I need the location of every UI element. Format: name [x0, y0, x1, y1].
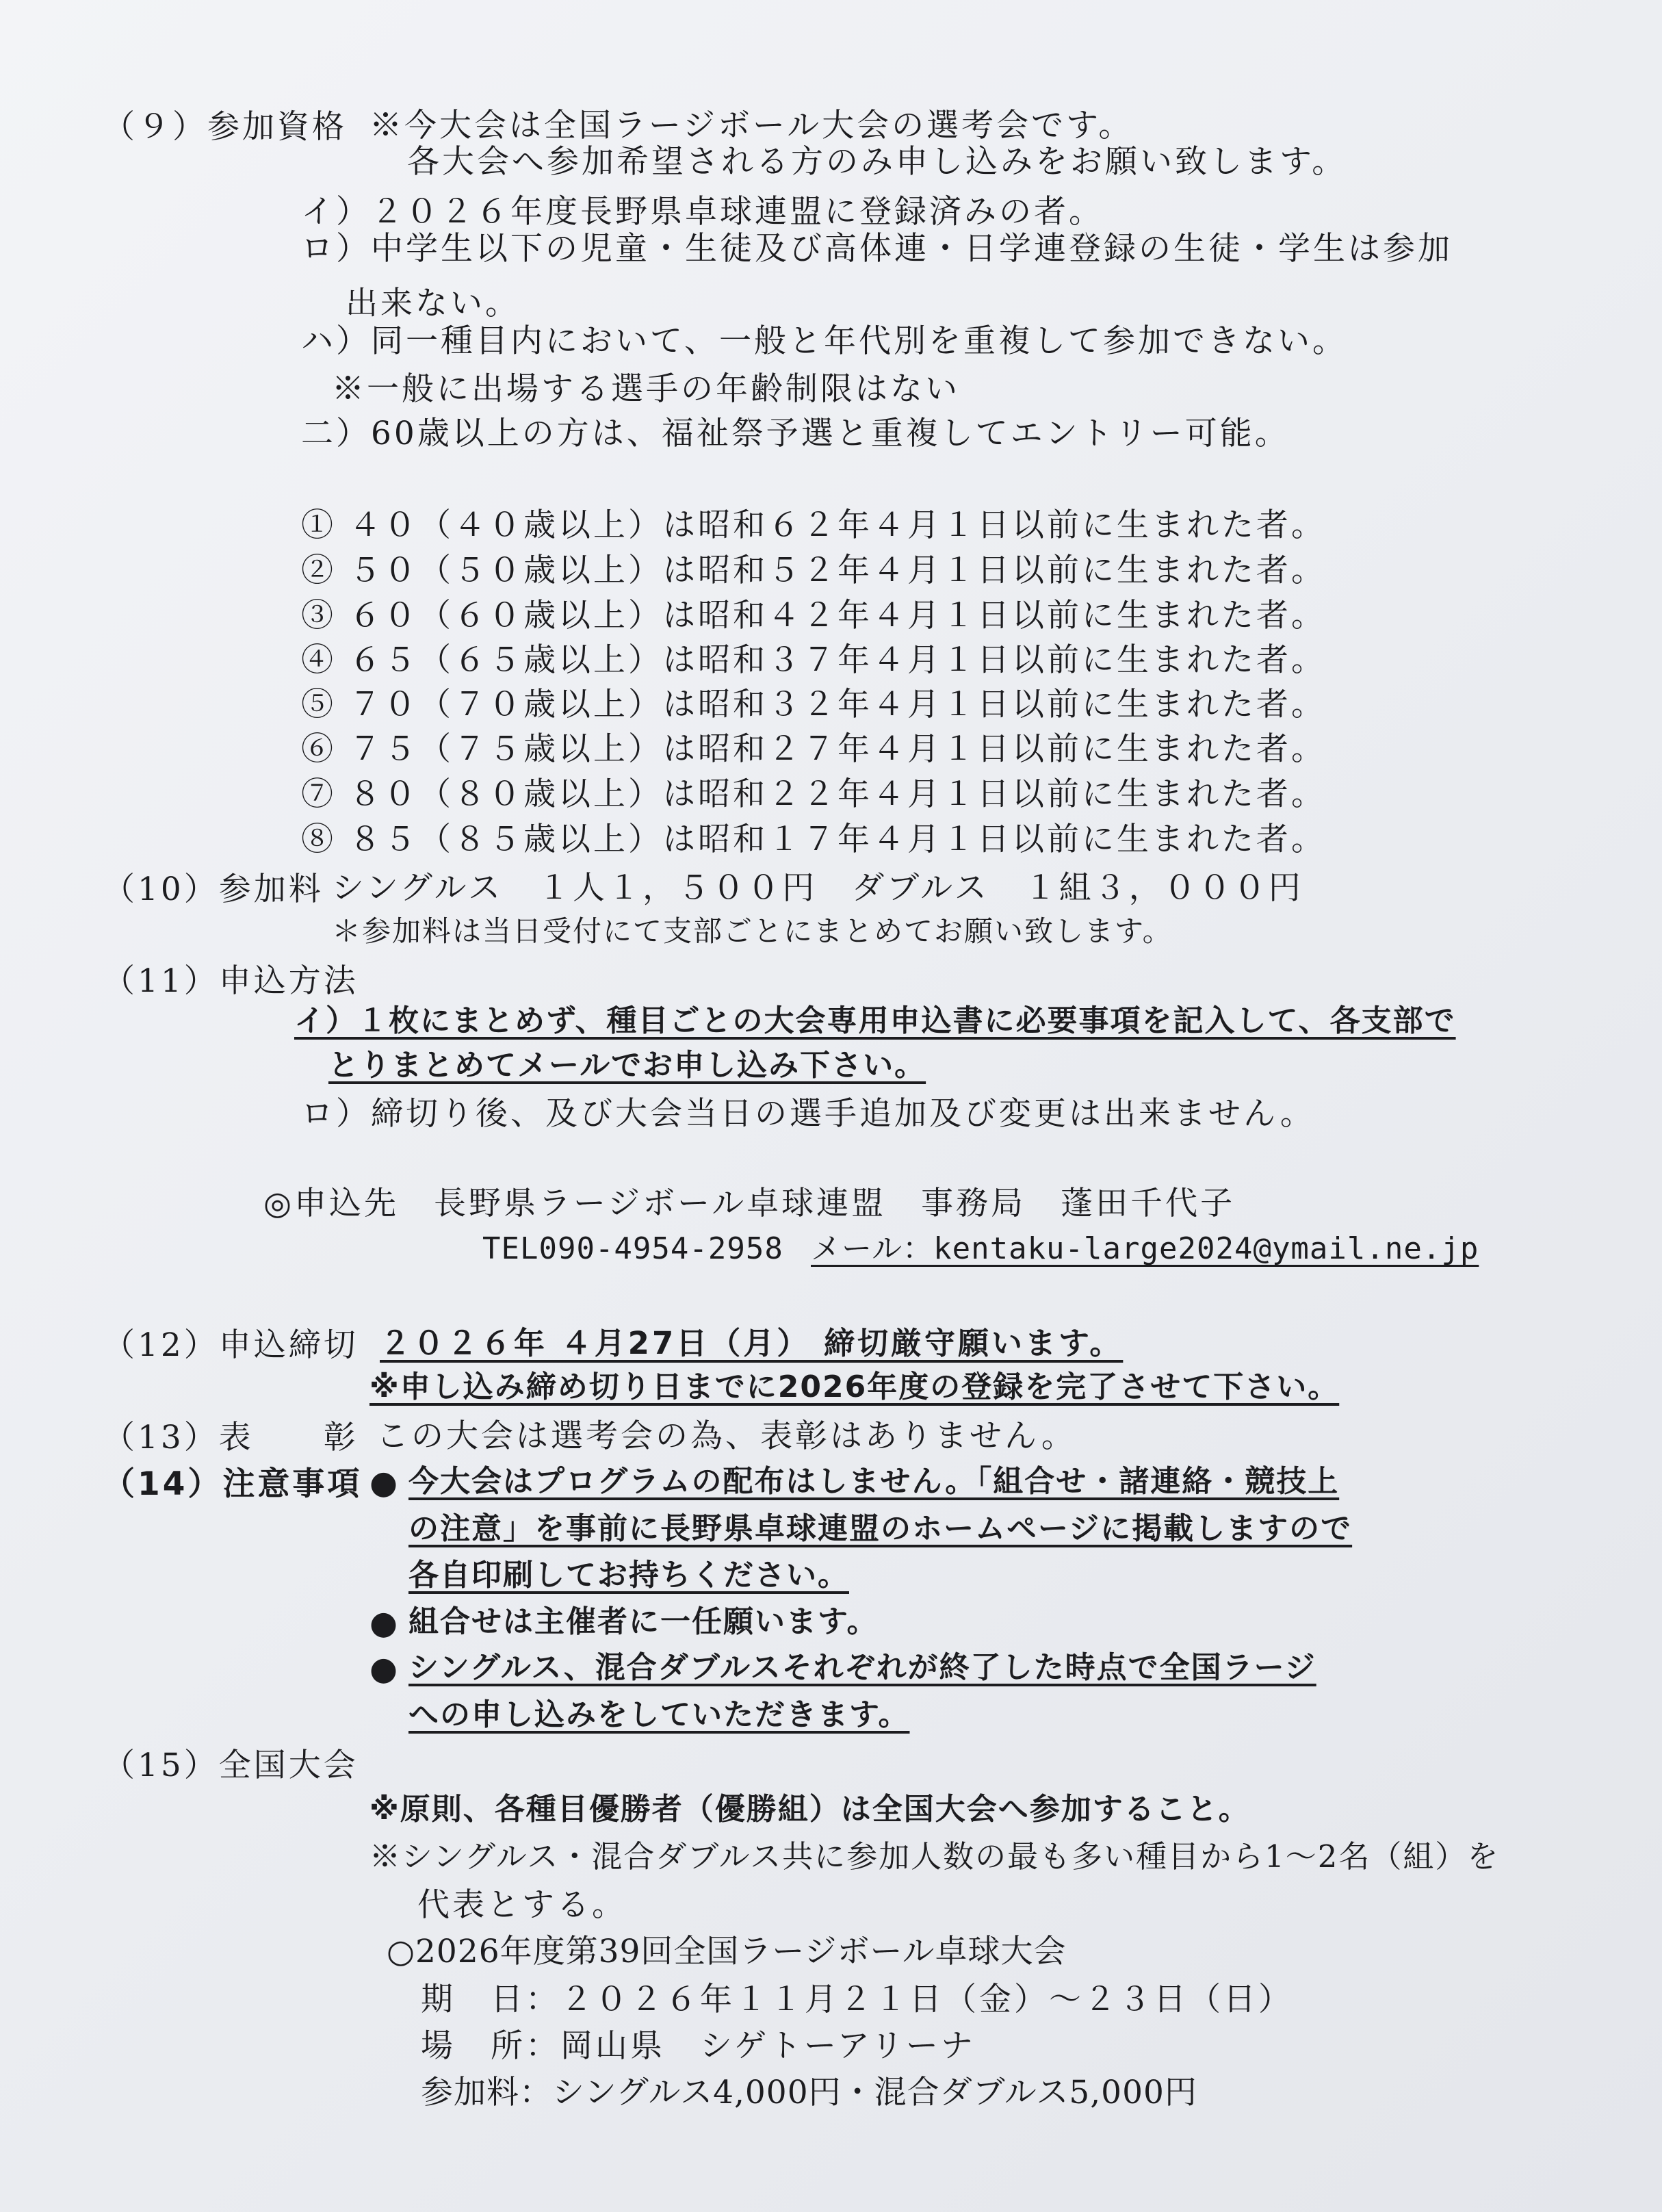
- s12-note: ※申し込み締め切り日までに2026年度の登録を完了させて下さい。: [369, 1369, 1340, 1404]
- age-row-3: ③ ６０（６０歳以上）は昭和４２年４月１日以前に生まれた者。: [301, 597, 1326, 634]
- s13-text: この大会は選考会の為、表彰はありません。: [376, 1417, 1076, 1455]
- contact-tel: TEL090-4954-2958: [482, 1231, 783, 1266]
- s14-bullet-1-line-3: 各自印刷してお持ちください。: [408, 1558, 849, 1593]
- s9-line-1: ※今大会は全国ラージボール大会の選考会です。: [369, 107, 1134, 144]
- s14-bullet-1-line-2: の注意」を事前に長野県卓球連盟のホームページに掲載しますので: [408, 1511, 1353, 1546]
- s15-fee: 参加料：シングルス4,000円・混合ダブルス5,000円: [421, 2074, 1197, 2111]
- s14-bullet-3-dot: ●: [369, 1650, 401, 1688]
- s14-bullet-1-dot: ●: [369, 1464, 401, 1502]
- s14-bullet-2: 組合せは主催者に一任願います。: [408, 1604, 879, 1639]
- s15-note-2-line-1: ※シングルス・混合ダブルス共に参加人数の最も多い種目から1～2名（組）を: [369, 1838, 1500, 1875]
- s10-fee: シングルス １人１，５００円 ダブルス １組３，０００円: [332, 869, 1303, 907]
- s15-note-2-line-2: 代表とする。: [417, 1886, 627, 1924]
- age-row-5: ⑤ ７０（７０歳以上）は昭和３２年４月１日以前に生まれた者。: [301, 686, 1326, 723]
- s11-ro: ロ）締切り後、及び大会当日の選手追加及び変更は出来ません。: [301, 1095, 1315, 1133]
- age-row-8: ⑧ ８５（８５歳以上）は昭和１７年４月１日以前に生まれた者。: [301, 821, 1326, 858]
- section-11-label: （11）申込方法: [103, 962, 359, 1000]
- s9-line-ro-cont: 出来ない。: [346, 285, 520, 322]
- s11-i-line-2: とりまとめてメールでお申し込み下さい。: [328, 1048, 926, 1083]
- s15-place: 場 所：岡山県 シゲトーアリーナ: [421, 2027, 976, 2065]
- section-13-label: （13）表 彰: [103, 1419, 359, 1456]
- s9-line-i: イ）２０２６年度長野県卓球連盟に登録済みの者。: [301, 193, 1104, 231]
- age-row-6: ⑥ ７５（７５歳以上）は昭和２７年４月１日以前に生まれた者。: [301, 730, 1326, 768]
- s9-line-2: 各大会へ参加希望される方のみ申し込みをお願い致します。: [407, 143, 1347, 181]
- age-row-2: ② ５０（５０歳以上）は昭和５２年４月１日以前に生まれた者。: [301, 552, 1326, 589]
- section-9-label: （９）参加資格: [103, 108, 347, 146]
- age-row-1: ① ４０（４０歳以上）は昭和６２年４月１日以前に生まれた者。: [301, 506, 1326, 544]
- s12-deadline: ２０２６年 ４月27日（月） 締切厳守願います。: [380, 1325, 1124, 1361]
- s11-i-line-1: イ）１枚にまとめず、種目ごとの大会専用申込書に必要事項を記入して、各支部で: [294, 1003, 1456, 1038]
- s15-note-1: ※原則、各種目優勝者（優勝組）は全国大会へ参加すること。: [369, 1792, 1250, 1827]
- s14-bullet-1-line-1: 今大会はプログラムの配布はしません。「組合せ・諸連絡・競技上: [408, 1464, 1340, 1499]
- s14-bullet-3-line-1: シングルス、混合ダブルスそれぞれが終了した時点で全国ラージ: [408, 1650, 1316, 1685]
- contact-mail[interactable]: メール：kentaku-large2024@ymail.ne.jp: [811, 1231, 1479, 1266]
- age-row-7: ⑦ ８０（８０歳以上）は昭和２２年４月１日以前に生まれた者。: [301, 775, 1326, 813]
- s9-line-ro: ロ）中学生以下の児童・生徒及び高体連・日学連登録の生徒・学生は参加: [301, 230, 1453, 268]
- s14-bullet-2-dot: ●: [369, 1604, 401, 1642]
- s9-line-ni: 二）60歳以上の方は、福祉祭予選と重複してエントリー可能。: [301, 415, 1290, 452]
- section-12-label: （12）申込締切: [103, 1326, 359, 1364]
- age-row-4: ④ ６５（６５歳以上）は昭和３７年４月１日以前に生まれた者。: [301, 641, 1326, 679]
- section-15-label: （15）全国大会: [103, 1747, 359, 1784]
- section-10-label: （10）参加料: [103, 871, 324, 908]
- s9-line-ha: ハ）同一種目内において、一般と年代別を重複して参加できない。: [301, 322, 1348, 360]
- s9-line-ha-note: ※一般に出場する選手の年齢制限はない: [332, 370, 960, 408]
- s10-note: ＊参加料は当日受付にて支部ごとにまとめてお願い致します。: [332, 914, 1173, 948]
- s14-bullet-3-line-2: への申し込みをしていただきます。: [408, 1697, 910, 1732]
- s15-event: ○2026年度第39回全国ラージボール卓球大会: [387, 1933, 1067, 1970]
- section-14-label: （14）注意事項: [103, 1465, 363, 1503]
- contact-line: ◎申込先 長野県ラージボール卓球連盟 事務局 蓬田千代子: [263, 1185, 1236, 1222]
- s15-date: 期 日：２０２６年１１月２１日（金）～２３日（日）: [421, 1981, 1293, 2018]
